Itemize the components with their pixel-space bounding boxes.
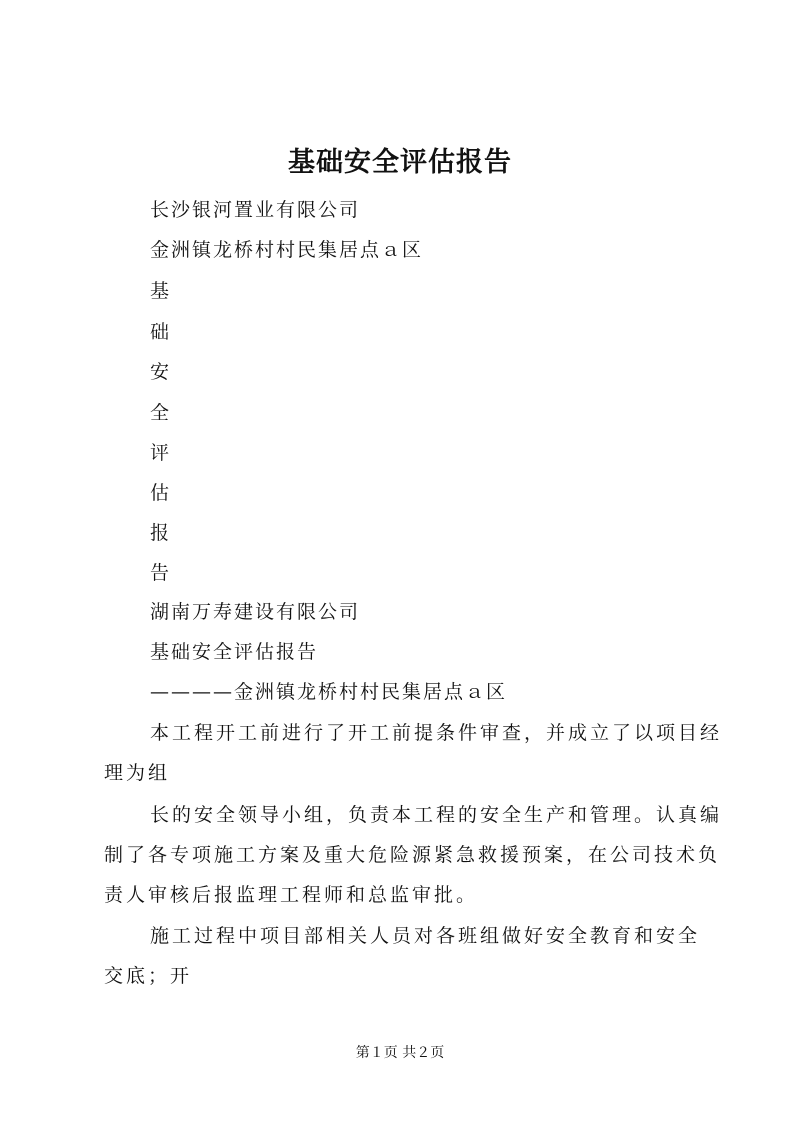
paragraph-line: 责人审核后报监理工程师和总监审批。 bbox=[104, 884, 479, 906]
paragraph-line: 交底；开 bbox=[104, 965, 193, 987]
body-subheading: ————金洲镇龙桥村村民集居点ａ区 bbox=[150, 681, 508, 703]
paragraph-line: 本工程开工前进行了开工前提条件审查，并成立了以项目经 bbox=[150, 722, 723, 744]
vertical-title-char: 评 bbox=[150, 442, 172, 464]
vertical-title-char: 础 bbox=[150, 321, 172, 343]
vertical-title-char: 安 bbox=[150, 361, 172, 383]
paragraph-line: 制了各专项施工方案及重大危险源紧急救援预案，在公司技术负 bbox=[104, 844, 721, 866]
page-footer: 第１页 共２页 bbox=[355, 1045, 445, 1061]
project-name: 金洲镇龙桥村村民集居点ａ区 bbox=[150, 239, 424, 261]
vertical-title-char: 全 bbox=[150, 402, 172, 424]
vertical-title-char: 估 bbox=[150, 482, 172, 504]
paragraph-line: 施工过程中项目部相关人员对各班组做好安全教育和安全 bbox=[150, 925, 701, 947]
vertical-title-char: 报 bbox=[150, 522, 172, 544]
vertical-title-char: 告 bbox=[150, 562, 172, 584]
paragraph-line: 理为组 bbox=[104, 762, 171, 784]
body-heading: 基础安全评估报告 bbox=[150, 641, 319, 663]
paragraph-line: 长的安全领导小组，负责本工程的安全生产和管理。认真编 bbox=[150, 804, 723, 826]
client-name: 长沙银河置业有限公司 bbox=[150, 199, 361, 221]
contractor-name: 湖南万寿建设有限公司 bbox=[150, 601, 361, 623]
vertical-title-char: 基 bbox=[150, 280, 172, 302]
document-title: 基础安全评估报告 bbox=[288, 147, 512, 178]
